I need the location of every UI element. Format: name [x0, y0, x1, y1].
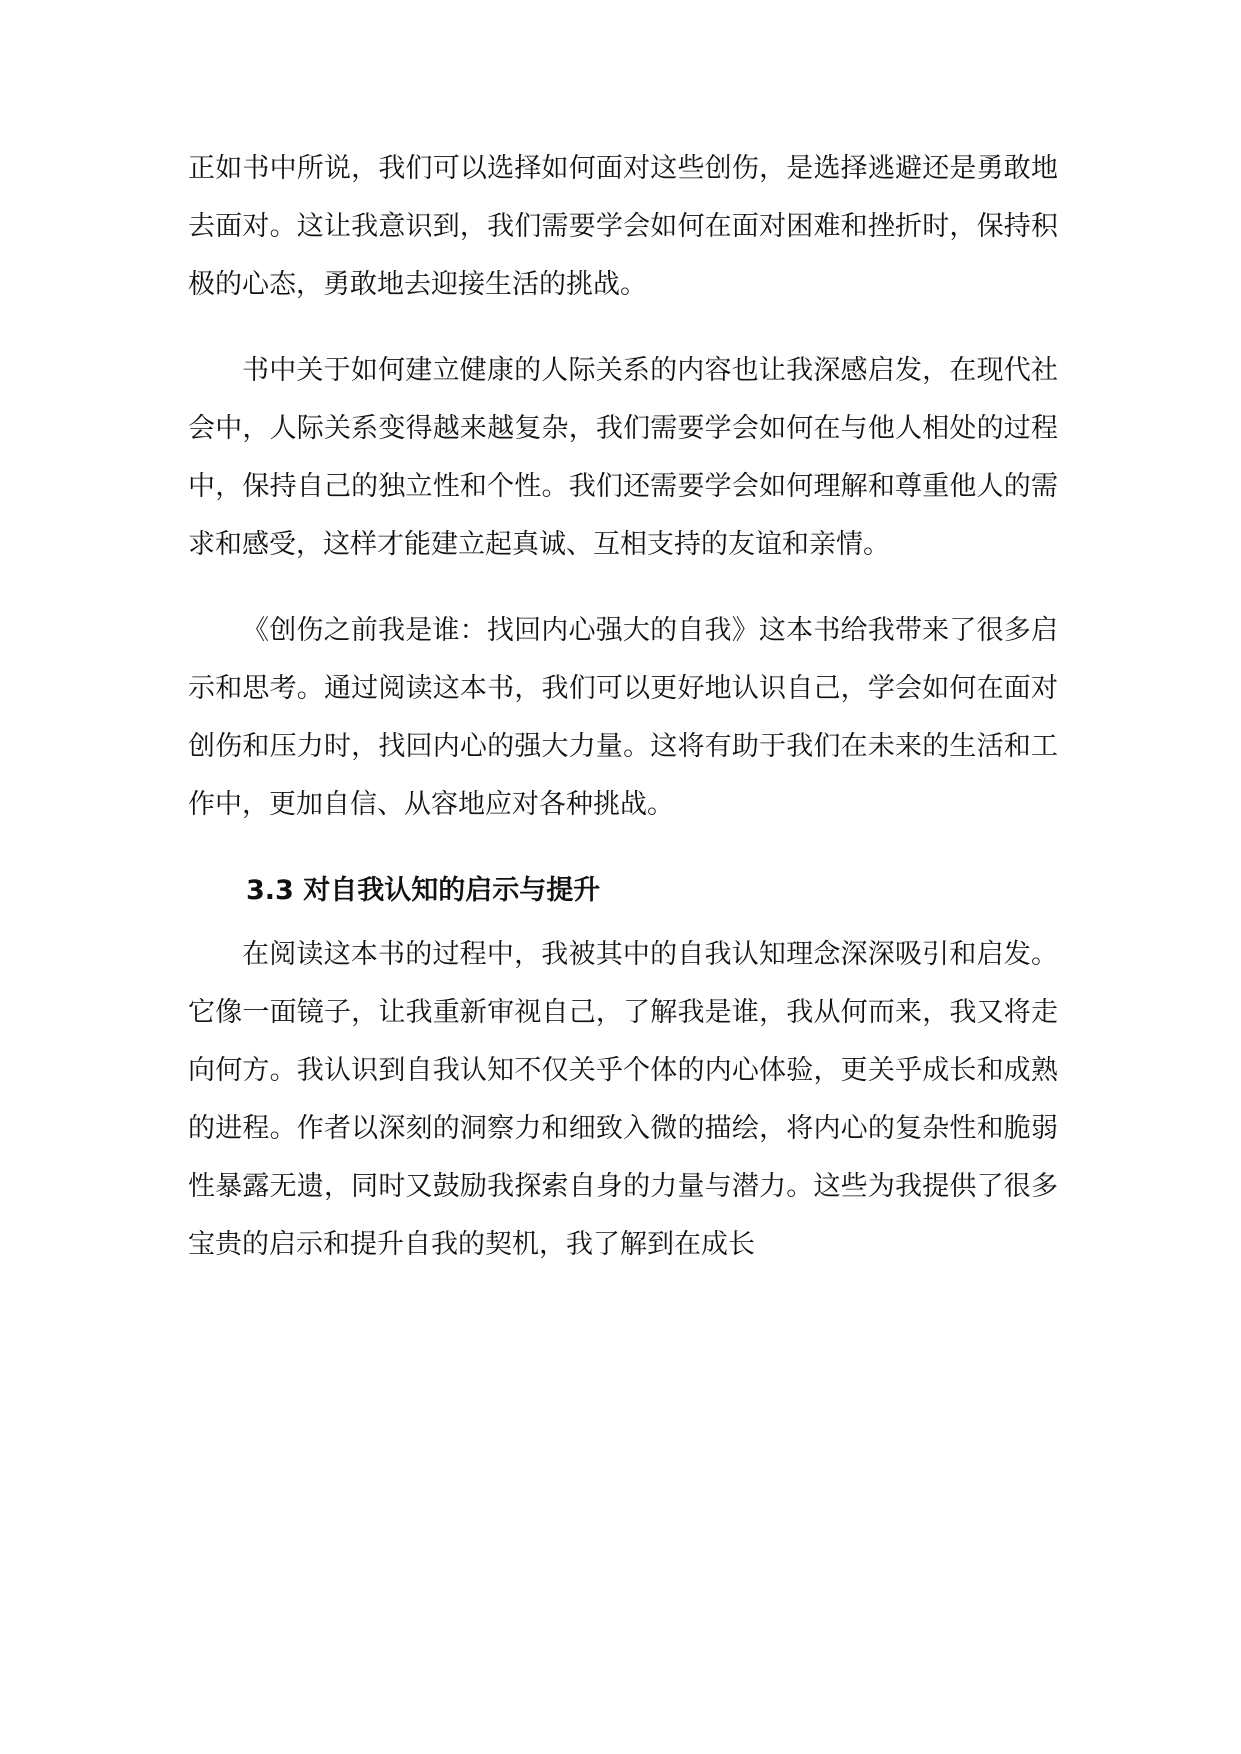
section-heading: 3.3 对自我认知的启示与提升	[246, 875, 601, 906]
paragraph-book-summary: 《创伤之前我是谁：找回内心强大的自我》这本书给我带来了很多启示和思考。通过阅读这本书，我们可以更好地认识自己，学会如何在面对创伤和压力时，找回内心的强大力量。这将有助于我们在未来的生活和工作中，更加自信、从容地应对各种挑战。	[188, 615, 1058, 820]
paragraph-relationships: 书中关于如何建立健康的人际关系的内容也让我深感启发，在现代社会中，人际关系变得越来越复杂，我们需要学会如何在与他人相处的过程中，保持自己的独立性和个性。我们还需要学会如何理解和尊重他人的需求和感受，这样才能建立起真诚、互相支持的友谊和亲情。	[188, 355, 1058, 560]
paragraph-continuation: 正如书中所说，我们可以选择如何面对这些创伤，是选择逃避还是勇敢地去面对。这让我意识到，我们需要学会如何在面对困难和挫折时，保持积极的心态，勇敢地去迎接生活的挑战。	[188, 153, 1058, 300]
document-page	[188, 140, 1058, 1274]
paragraph-self-cognition: 在阅读这本书的过程中，我被其中的自我认知理念深深吸引和启发。它像一面镜子，让我重新审视自己，了解我是谁，我从何而来，我又将走向何方。我认识到自我认知不仅关乎个体的内心体验，更关乎成长和成熟的进程。作者以深刻的洞察力和细致入微的描绘，将内心的复杂性和脆弱性暴露无遗，同时又鼓励我探索自身的力量与潜力。这些为我提供了很多宝贵的启示和提升自我的契机，我了解到在成长	[188, 939, 1058, 1260]
